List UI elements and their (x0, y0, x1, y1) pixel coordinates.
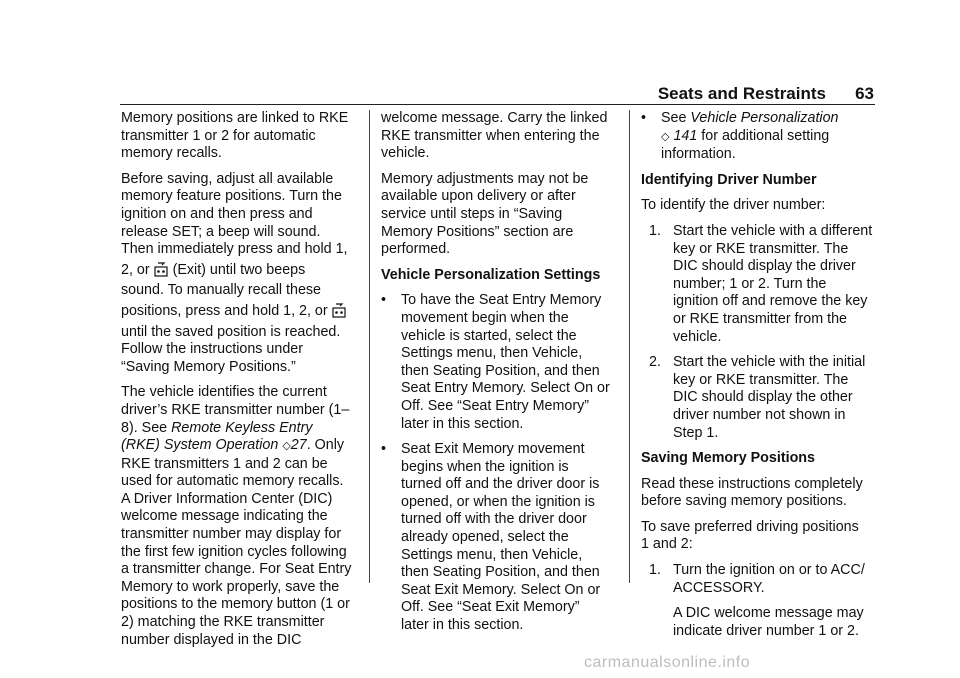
page-number: 63 (855, 84, 874, 103)
page-ref-arrow-icon: ◇ (282, 440, 291, 453)
header-rule (120, 104, 875, 105)
link-vehicle-personalization: Vehicle Personalization (690, 110, 839, 126)
paragraph-before-saving: Before saving, adjust all available memory feature positions. Turn the ignition on and then press and release SET; a beep will sound. Then immediately press and hold 1, 2, or (Exit) until two beeps sound. To manually recall these positions, press and hold 1, 2, or until the saved position is reached. Follow the instructions under “Saving Memory Positions.” (121, 170, 348, 375)
watermark: carmanualsonline.info (584, 654, 751, 671)
section-title: Seats and Restraints (657, 84, 826, 103)
list-item: 1. Start the vehicle with a different key or RKE transmitter. The DIC should display the driver number; 1 or 2. Turn the ignition off and remove the key or RKE transmitter from the vehicle. (649, 222, 873, 345)
list-item: • See Vehicle Personalization ◇ 141 for additional setting information. (641, 110, 839, 163)
page-ref-141: 141 (673, 127, 698, 144)
heading-identifying-driver: Identifying Driver Number (641, 171, 817, 188)
column-divider (629, 110, 630, 583)
page-ref-27: 27 (290, 437, 307, 454)
paragraph-adjustments: Memory adjustments may not be available upon delivery or after service until steps in “Saving Memory Positions” section are performed. (381, 170, 589, 258)
heading-vehicle-personalization: Vehicle Personalization Settings (381, 266, 601, 283)
paragraph-identify-intro: To identify the driver number: (641, 197, 826, 214)
list-item: 1. Turn the ignition on or to ACC/ ACCESSORY. (649, 562, 865, 596)
column-3 (641, 110, 877, 648)
paragraph-identifies-driver: The vehicle identifies the current driver’s RKE transmitter number (1– 8). See Remote Keyless Entry (RKE) System Operation ◇27. Only RKE transmitters 1 and 2 can be used for automatic memory recalls. A Driver Information Center (DIC) welcome message indicating the transmitter number may display for the first few ignition cycles following a transmitter change. For Seat Entry Memory to work properly, save the positions to the memory button (1 or 2) matching the RKE transmitter number displayed in the DIC (121, 384, 352, 648)
link-remote-keyless-entry: Remote Keyless Entry (171, 419, 313, 436)
seat-exit-icon (154, 262, 168, 277)
seat-exit-icon (332, 303, 346, 318)
list-item: 2. Start the vehicle with the initial key or RKE transmitter. The DIC should display the other driver number not shown in Step 1. (649, 354, 866, 441)
paragraph-read-instructions: Read these instructions completely before saving memory positions. (641, 475, 863, 510)
column-1 (121, 110, 365, 657)
list-item: • To have the Seat Entry Memory movement begin when the vehicle is started, select the Settings menu, then Vehicle, then Seating Position, and then Seat Entry Memory. Select On or Off. See “Seat Entry Memory” later in this section. (381, 292, 610, 432)
list-item: • Seat Exit Memory movement begins when the ignition is turned off and the driver door is opened, or when the ignition is turned off with the driver door already opened, select the Settings menu, then Vehicle, then Seating Position, and then Seat Exit Memory. Select On or Off. See “Seat Exit Memory” later in this section. (381, 441, 601, 634)
column-divider (369, 110, 370, 583)
column-2 (381, 110, 619, 643)
paragraph-memory-link: Memory positions are linked to RKE transmitter 1 or 2 for automatic memory recalls. (121, 110, 349, 162)
heading-saving-memory: Saving Memory Positions (641, 450, 815, 467)
page-ref-arrow-icon: ◇ (661, 130, 670, 143)
paragraph-save-positions: To save preferred driving positions 1 and 2: (641, 518, 859, 553)
list-item-note: A DIC welcome message may indicate driver number 1 or 2. (673, 605, 864, 639)
paragraph-welcome-message: welcome message. Carry the linked RKE transmitter when entering the vehicle. (381, 110, 608, 162)
